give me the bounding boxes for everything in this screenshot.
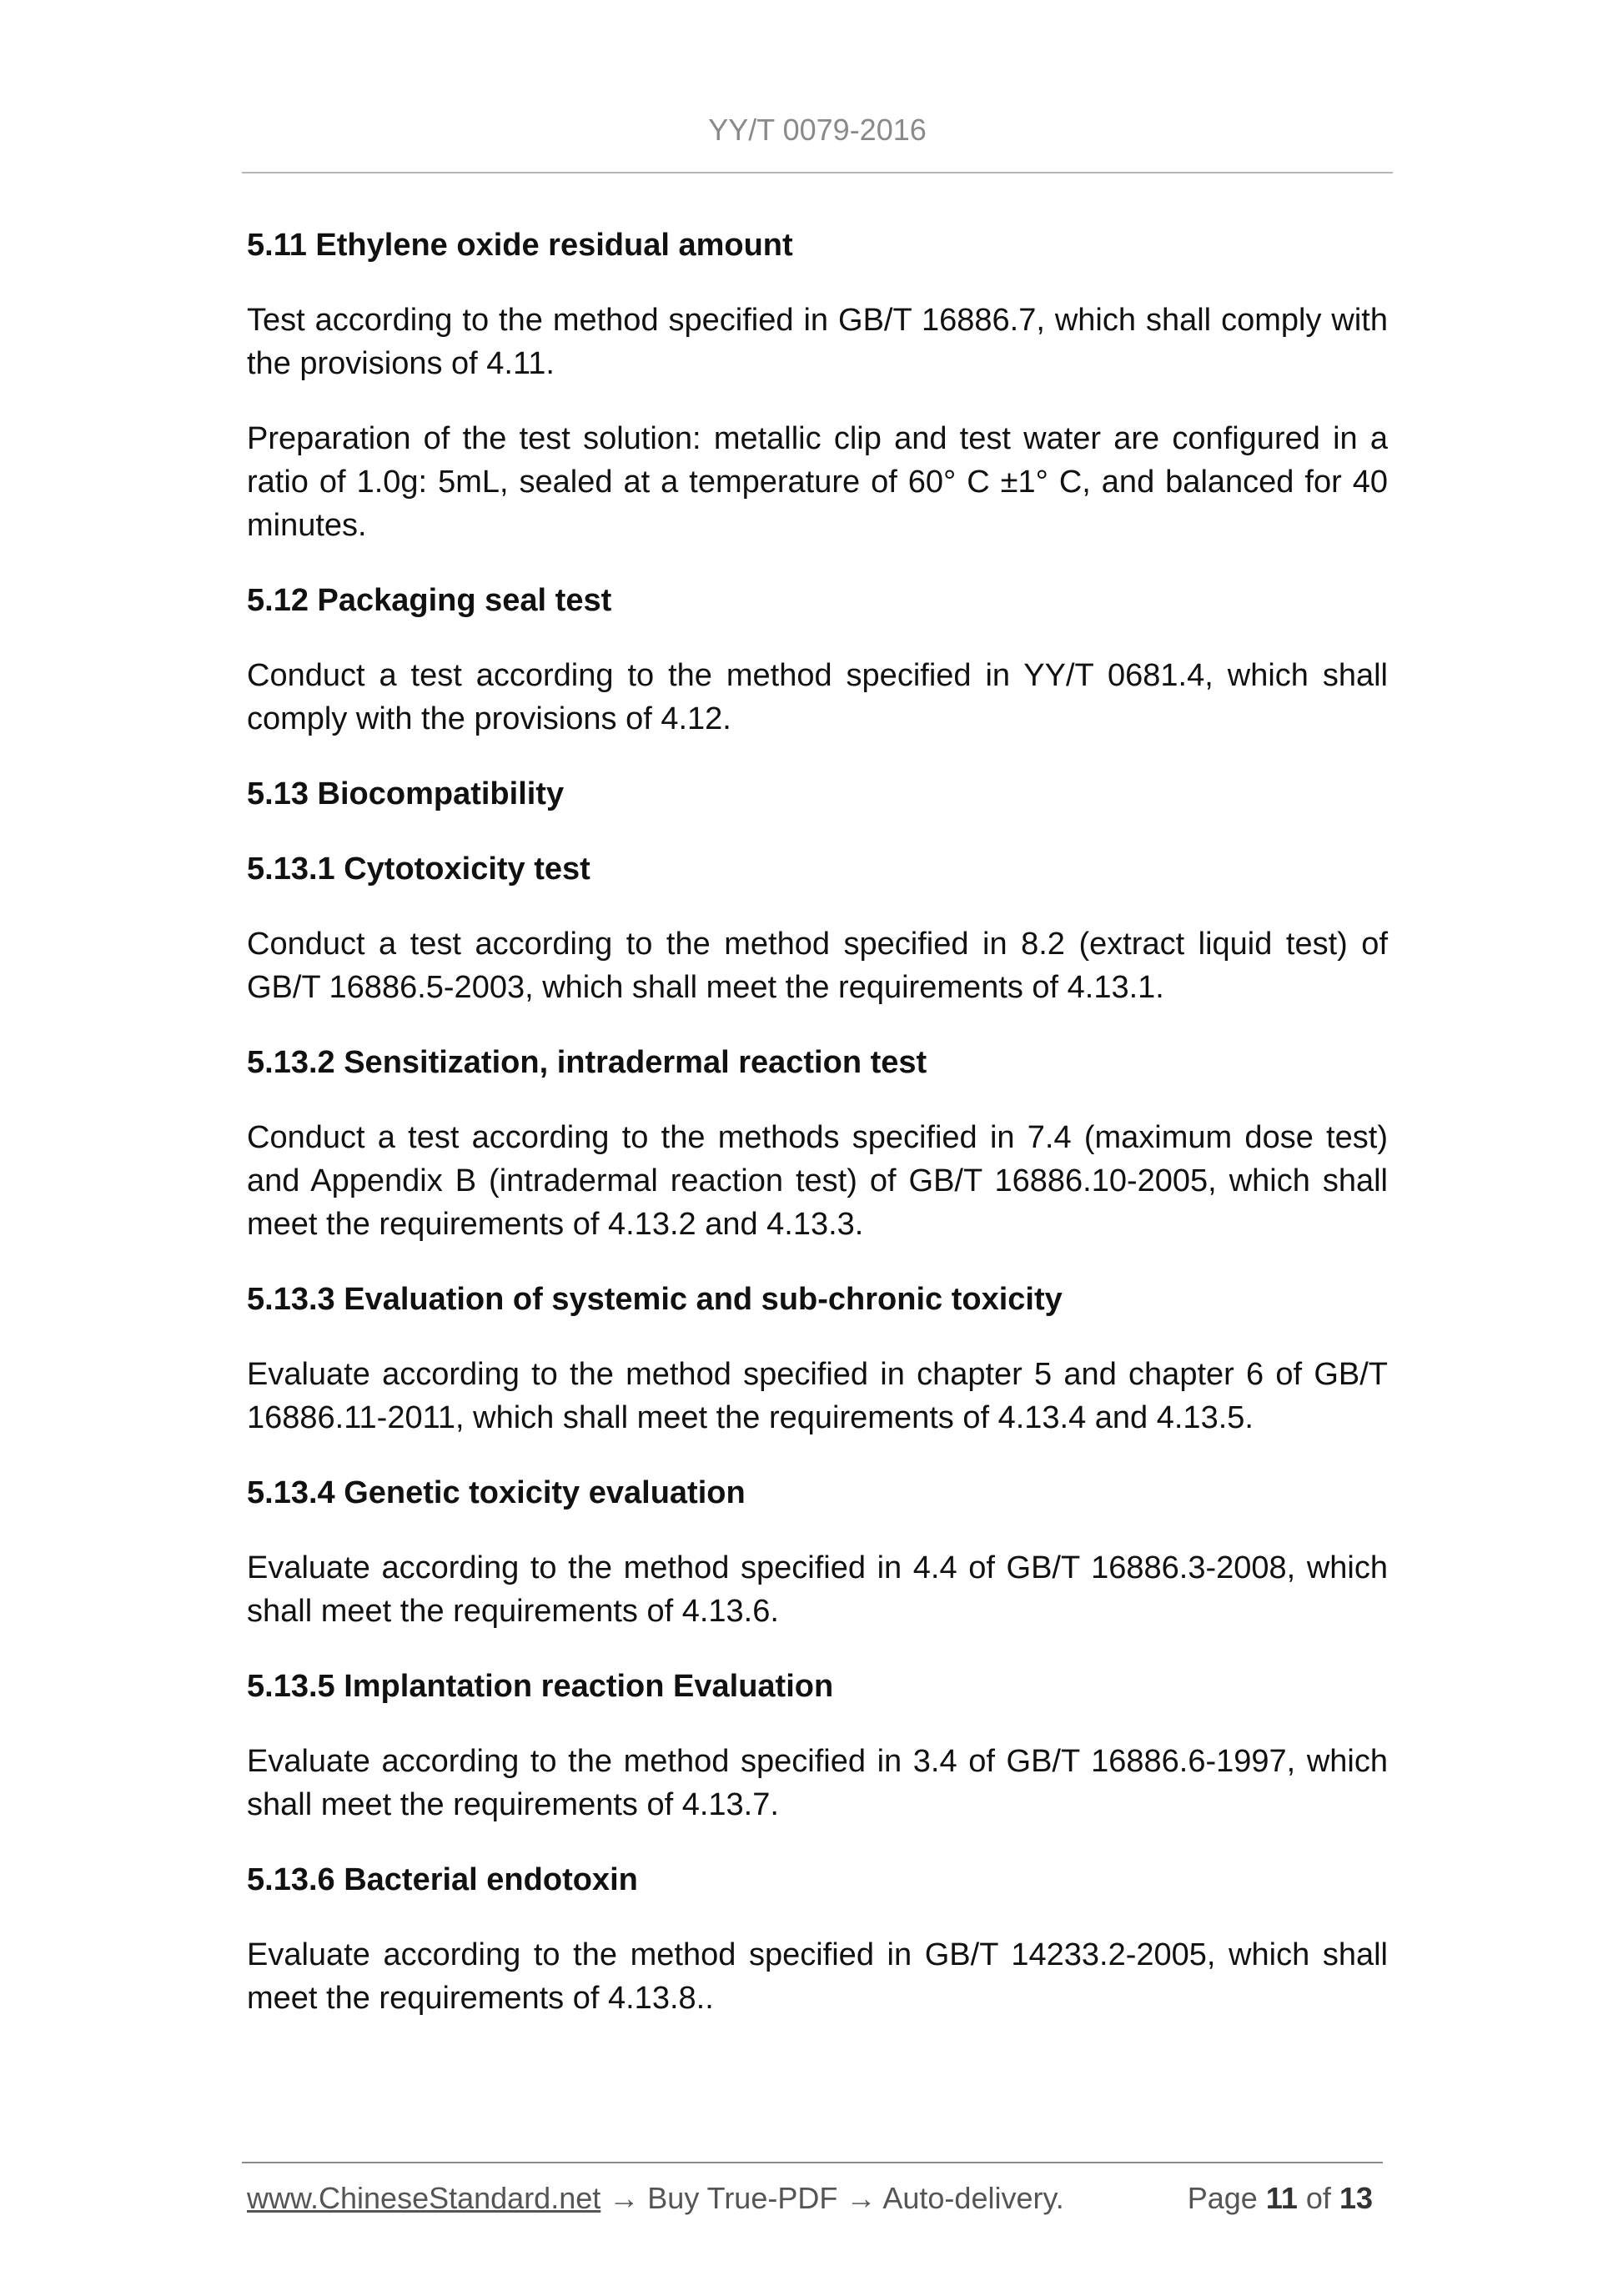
- paragraph: Conduct a test according to the methods specified in 7.4 (maximum dose test) and Appendix B (intradermal reaction test) of GB/T 16886.10-2005, which shall meet the requirements of 4.13.2 and 4.13.3.: [247, 1120, 1388, 1242]
- header-divider: [242, 172, 1393, 173]
- paragraph: Evaluate according to the method specified in 3.4 of GB/T 16886.6-1997, which shall meet the requirements of 4.13.7.: [247, 1744, 1388, 1822]
- page-header: YY/T 0079-2016: [708, 113, 927, 147]
- section-heading: 5.13.3 Evaluation of systemic and sub-chronic toxicity: [247, 1282, 1063, 1317]
- section-heading: 5.13 Biocompatibility: [247, 776, 565, 811]
- paragraph: Evaluate according to the method specified in chapter 5 and chapter 6 of GB/T 16886.11-2011, which shall meet the requirements of 4.13.4 and 4.13.5.: [247, 1357, 1388, 1435]
- document-body: [247, 224, 1388, 2052]
- paragraph: Conduct a test according to the method specified in 8.2 (extract liquid test) of GB/T 16886.5-2003, which shall meet the requirements of 4.13.1.: [247, 927, 1388, 1005]
- section-heading: 5.13.4 Genetic toxicity evaluation: [247, 1475, 746, 1510]
- footer-step-buy: Buy True-PDF: [647, 2181, 838, 2215]
- section-heading: 5.12 Packaging seal test: [247, 583, 612, 618]
- page-total: 13: [1339, 2181, 1373, 2215]
- paragraph: Evaluate according to the method specified in 4.4 of GB/T 16886.3-2008, which shall meet the requirements of 4.13.6.: [247, 1550, 1388, 1629]
- section-heading: 5.11 Ethylene oxide residual amount: [247, 228, 793, 263]
- page-current: 11: [1265, 2181, 1298, 2215]
- paragraph: Test according to the method specified in GB/T 16886.7, which shall comply with the provisions of 4.11.: [247, 303, 1388, 381]
- page-indicator: [1188, 2178, 1373, 2218]
- arrow-right-icon: →: [846, 2181, 877, 2215]
- section-5-13-3: [247, 1278, 1388, 1439]
- section-5-11: [247, 224, 1388, 547]
- section-5-13: [247, 772, 1388, 816]
- section-heading: 5.13.2 Sensitization, intradermal reaction test: [247, 1045, 927, 1080]
- page-footer: [247, 2178, 1383, 2218]
- section-5-13-2: [247, 1041, 1388, 1246]
- page-word: Page: [1187, 2181, 1258, 2215]
- section-5-13-1: [247, 847, 1388, 1009]
- of-word: of: [1305, 2181, 1331, 2215]
- paragraph: Conduct a test according to the method specified in YY/T 0681.4, which shall comply with the provisions of 4.12.: [247, 658, 1388, 736]
- footer-divider: [242, 2162, 1383, 2163]
- paragraph: Preparation of the test solution: metallic clip and test water are configured in a ratio of 1.0g: 5mL, sealed at a temperature of 60° C ±1° C, and balanced for 40 minutes.: [247, 421, 1388, 543]
- section-5-13-5: [247, 1665, 1388, 1826]
- section-5-13-4: [247, 1471, 1388, 1633]
- section-heading: 5.13.6 Bacterial endotoxin: [247, 1862, 638, 1897]
- section-heading: 5.13.1 Cytotoxicity test: [247, 852, 590, 887]
- section-5-12: [247, 579, 1388, 741]
- footer-step-delivery: Auto-delivery.: [882, 2181, 1064, 2215]
- section-5-13-6: [247, 1858, 1388, 2020]
- paragraph: Evaluate according to the method specified in GB/T 14233.2-2005, which shall meet the requirements of 4.13.8..: [247, 1937, 1388, 2016]
- arrow-right-icon: →: [609, 2181, 640, 2215]
- section-heading: 5.13.5 Implantation reaction Evaluation: [247, 1669, 834, 1704]
- website-link[interactable]: www.ChineseStandard.net: [247, 2181, 601, 2215]
